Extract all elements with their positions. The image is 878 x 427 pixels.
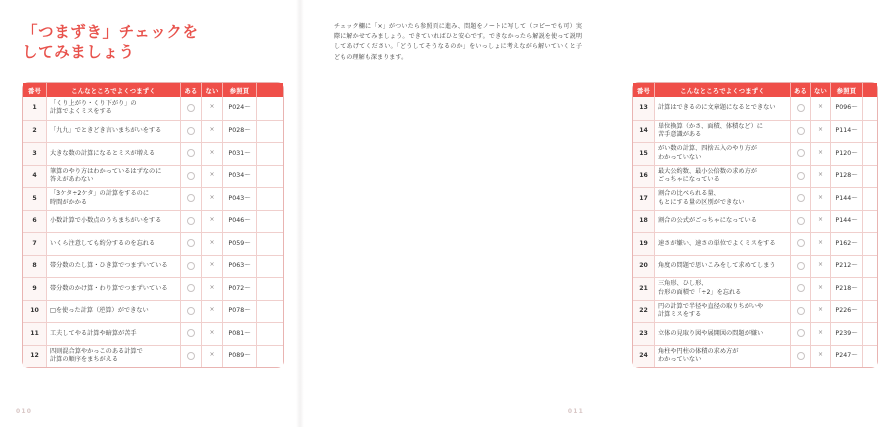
row-description (47, 255, 181, 278)
page-title (22, 22, 282, 62)
row-description-line-1: 円の計算で半径や直径の取りちがいや (658, 302, 764, 310)
checkbox-no[interactable] (811, 300, 831, 323)
row-description-line-2: わかっていない (658, 356, 702, 364)
circle-icon[interactable] (797, 307, 805, 315)
header-no: 番号 (23, 83, 47, 97)
page-reference: P247〜 (831, 345, 863, 368)
checkbox-yes[interactable] (181, 277, 202, 300)
page-reference: P144〜 (831, 187, 863, 210)
page-reference: P162〜 (831, 232, 863, 255)
row-description-line-1: 帯分数のたし算・ひき算でつまずいている (50, 262, 168, 270)
page-reference: P144〜 (831, 210, 863, 233)
checkbox-no[interactable] (202, 345, 223, 368)
checkbox-yes[interactable] (791, 232, 811, 255)
checkbox-yes[interactable] (181, 120, 202, 143)
row-number: 6 (23, 210, 47, 233)
folio-left: 010 (16, 408, 33, 415)
row-description-line-1: 「九九」でときどき言いまちがいをする (50, 127, 162, 135)
row-description-line-1: 「くり上がり・くり下がり」の (50, 99, 137, 107)
page-reference: P239〜 (831, 322, 863, 345)
checkbox-yes[interactable] (181, 165, 202, 188)
memo-cell[interactable] (863, 255, 877, 278)
row-description-line-1: 「3ケタ÷2ケタ」の計算をするのに (50, 190, 150, 198)
row-number: 8 (23, 255, 47, 278)
row-description-line-2: わかっていない (658, 153, 702, 161)
page-reference: P034〜 (223, 165, 257, 188)
row-description (47, 142, 181, 165)
page-reference: P043〜 (223, 187, 257, 210)
row-description-line-1: 工夫してやる計算や暗算が苦手 (50, 329, 137, 337)
checkbox-yes[interactable] (791, 120, 811, 143)
row-description-line-2: 苦手意識がある (658, 131, 702, 139)
table-row (23, 142, 283, 165)
row-description (47, 345, 181, 368)
page-reference: P024〜 (223, 97, 257, 120)
cross-icon[interactable]: × (817, 328, 824, 336)
cross-icon[interactable]: × (209, 351, 215, 359)
circle-icon[interactable] (187, 262, 195, 270)
page-reference: P059〜 (223, 232, 257, 255)
memo-cell[interactable] (863, 345, 877, 368)
page-reference: P212〜 (831, 255, 863, 278)
cross-icon[interactable]: × (209, 283, 215, 291)
row-number: 9 (23, 277, 47, 300)
page-reference: P096〜 (831, 97, 863, 120)
checkbox-yes[interactable] (791, 345, 811, 368)
table-row (23, 97, 283, 120)
circle-icon[interactable] (187, 194, 195, 202)
checklist-table-right-wrapper (632, 82, 878, 368)
row-description-line-1: □を使った計算（逆算）ができない (50, 307, 149, 315)
memo-cell[interactable] (257, 120, 283, 143)
header-memo (257, 83, 283, 97)
row-description-line-1: 四則混合算やかっこのある計算で (50, 347, 143, 355)
checkbox-yes[interactable] (181, 187, 202, 210)
row-description (655, 322, 791, 345)
row-description (47, 232, 181, 255)
cross-icon[interactable]: × (209, 171, 215, 179)
checkbox-no[interactable] (811, 255, 831, 278)
checkbox-yes[interactable] (181, 345, 202, 368)
row-number: 19 (633, 232, 655, 255)
page-reference: P063〜 (223, 255, 257, 278)
checkbox-no[interactable] (202, 322, 223, 345)
cross-icon[interactable]: × (209, 328, 215, 336)
header-yes: ある (791, 83, 811, 97)
row-description-line-1: 大きな数の計算になるとミスが増える (50, 149, 156, 157)
checkbox-yes[interactable] (181, 142, 202, 165)
table-row (633, 165, 877, 188)
row-number: 4 (23, 165, 47, 188)
header-page-ref: 参照頁 (223, 83, 257, 97)
header-yes: ある (181, 83, 202, 97)
row-description-line-1: 小数計算で小数点のうちまちがいをする (50, 217, 162, 225)
checkbox-no[interactable] (811, 187, 831, 210)
circle-icon[interactable] (797, 239, 805, 247)
row-description-line-1: 筆算のやり方はわかっているはずなのに (50, 167, 162, 175)
folio-right: 011 (567, 408, 584, 415)
row-description (655, 300, 791, 323)
circle-icon[interactable] (187, 329, 195, 337)
table-row (23, 322, 283, 345)
cross-icon[interactable]: × (817, 261, 824, 269)
row-description-line-2: 計算でよくミスをする (50, 108, 112, 116)
cross-icon[interactable]: × (817, 216, 824, 224)
header-description: こんなところでよくつまずく (47, 83, 181, 97)
row-description (47, 187, 181, 210)
table-row (633, 142, 877, 165)
checkbox-no[interactable] (202, 97, 223, 120)
checkbox-yes[interactable] (181, 210, 202, 233)
row-description-line-1: 割合の比べられる量、 (658, 190, 720, 198)
row-description (655, 345, 791, 368)
memo-cell[interactable] (863, 277, 877, 300)
checkbox-no[interactable] (202, 165, 223, 188)
row-description (655, 142, 791, 165)
header-description: こんなところでよくつまずく (655, 83, 791, 97)
row-number: 17 (633, 187, 655, 210)
circle-icon[interactable] (187, 127, 195, 135)
checkbox-yes[interactable] (791, 322, 811, 345)
row-description (47, 277, 181, 300)
row-description (47, 165, 181, 188)
checkbox-no[interactable] (811, 120, 831, 143)
row-description-line-1: 三角形、ひし形、 (658, 280, 708, 288)
row-description (655, 120, 791, 143)
circle-icon[interactable] (797, 352, 805, 360)
cross-icon[interactable]: × (817, 193, 824, 201)
cross-icon[interactable]: × (817, 306, 824, 314)
page-reference: P218〜 (831, 277, 863, 300)
table-row (23, 300, 283, 323)
checklist-rows-right (633, 97, 877, 367)
row-number: 10 (23, 300, 47, 323)
checkbox-yes[interactable] (181, 97, 202, 120)
checkbox-yes[interactable] (791, 255, 811, 278)
page-reference: P114〜 (831, 120, 863, 143)
table-row (633, 97, 877, 120)
row-number: 1 (23, 97, 47, 120)
cross-icon[interactable]: × (817, 283, 824, 291)
row-description-line-1: 単位換算（かさ、面積、体積など）に (658, 122, 763, 130)
memo-cell[interactable] (863, 187, 877, 210)
row-number: 15 (633, 142, 655, 165)
checkbox-yes[interactable] (791, 165, 811, 188)
circle-icon[interactable] (187, 352, 195, 360)
checkbox-no[interactable] (202, 300, 223, 323)
row-description (655, 187, 791, 210)
checkbox-yes[interactable] (181, 322, 202, 345)
row-number: 21 (633, 277, 655, 300)
page-title-line-2: してみましょう (22, 43, 135, 61)
cross-icon[interactable]: × (209, 148, 215, 156)
checklist-table-left (22, 82, 284, 368)
table-row (633, 277, 877, 300)
memo-cell[interactable] (257, 300, 283, 323)
table-row (23, 120, 283, 143)
row-description (655, 97, 791, 120)
table-header-row (23, 83, 283, 97)
page-reference: P072〜 (223, 277, 257, 300)
checkbox-yes[interactable] (181, 300, 202, 323)
cross-icon[interactable]: × (209, 238, 215, 246)
row-description-line-2: 計算ミスをする (658, 311, 702, 319)
row-description-line-2: 台形の面積で「÷2」を忘れる (658, 288, 742, 296)
cross-icon[interactable]: × (817, 126, 824, 134)
cross-icon[interactable]: × (817, 351, 824, 359)
row-description-line-1: がい数の計算、四捨五入のやり方が (658, 145, 757, 153)
header-memo (863, 83, 877, 97)
circle-icon[interactable] (187, 104, 195, 112)
cross-icon[interactable]: × (209, 261, 215, 269)
circle-icon[interactable] (187, 172, 195, 180)
checkbox-yes[interactable] (791, 300, 811, 323)
table-row (633, 300, 877, 323)
checkbox-yes[interactable] (791, 187, 811, 210)
row-description-line-1: 計算はできるのに文章題になるとできない (658, 104, 776, 112)
cross-icon[interactable]: × (817, 103, 824, 111)
cross-icon[interactable]: × (817, 238, 824, 246)
table-row (633, 255, 877, 278)
memo-cell[interactable] (863, 210, 877, 233)
cross-icon[interactable]: × (209, 306, 215, 314)
checkbox-no[interactable] (811, 165, 831, 188)
row-number: 14 (633, 120, 655, 143)
circle-icon[interactable] (797, 172, 805, 180)
row-description (655, 232, 791, 255)
row-description-line-2: 計算の順序をまちがえる (50, 356, 119, 364)
row-number: 16 (633, 165, 655, 188)
row-description-line-2: 時間がかかる (50, 198, 88, 206)
row-description (47, 300, 181, 323)
checkbox-no[interactable] (811, 97, 831, 120)
row-number: 11 (23, 322, 47, 345)
table-row (633, 345, 877, 368)
circle-icon[interactable] (797, 262, 805, 270)
page-reference: P120〜 (831, 142, 863, 165)
row-description-line-2: ごっちゃになっている (658, 176, 720, 184)
table-row (633, 120, 877, 143)
circle-icon[interactable] (797, 104, 805, 112)
table-row (633, 210, 877, 233)
row-number: 5 (23, 187, 47, 210)
table-row (633, 232, 877, 255)
row-number: 22 (633, 300, 655, 323)
table-row (633, 187, 877, 210)
table-row (23, 232, 283, 255)
circle-icon[interactable] (797, 127, 805, 135)
page-reference: P226〜 (831, 300, 863, 323)
page-reference: P128〜 (831, 165, 863, 188)
circle-icon[interactable] (187, 239, 195, 247)
table-row (23, 345, 283, 368)
intro-text: チェック欄に「×」がついたら参照頁に進み、問題をノートに写して（コピーでも可）実際に解かせてみましょう。できていればひと安心です。できなかったら解説を使って説明してあげてください。「どうしてそうなるのか」をいっしょに考えながら解いていくと子どもの理解も深まります。 (334, 23, 582, 61)
checkbox-no[interactable] (202, 187, 223, 210)
page-reference: P078〜 (223, 300, 257, 323)
page-reference: P081〜 (223, 322, 257, 345)
circle-icon[interactable] (187, 217, 195, 225)
row-description-line-1: 割合の公式がごっちゃになっている (658, 217, 757, 225)
checkbox-no[interactable] (202, 120, 223, 143)
intro-paragraph (334, 22, 582, 63)
circle-icon[interactable] (797, 194, 805, 202)
row-number: 23 (633, 322, 655, 345)
row-description-line-1: 帯分数のかけ算・わり算でつまずいている (50, 284, 168, 292)
header-no-answer: ない (202, 83, 223, 97)
memo-cell[interactable] (257, 97, 283, 120)
checkbox-no[interactable] (811, 210, 831, 233)
checkbox-yes[interactable] (791, 97, 811, 120)
row-description-line-1: 速さが嫌い、速さの単位でよくミスをする (658, 239, 776, 247)
table-row (23, 165, 283, 188)
circle-icon[interactable] (797, 284, 805, 292)
checklist-rows-left (23, 97, 283, 367)
checkbox-no[interactable] (811, 232, 831, 255)
right-page (300, 0, 858, 427)
row-description-line-2: 答えがあわない (50, 176, 94, 184)
circle-icon[interactable] (187, 149, 195, 157)
page-reference: P089〜 (223, 345, 257, 368)
memo-cell[interactable] (257, 277, 283, 300)
table-header-row (633, 83, 877, 97)
row-description-line-1: 最大公約数、最小公倍数の求め方が (658, 167, 757, 175)
row-description (655, 255, 791, 278)
row-number: 12 (23, 345, 47, 368)
memo-cell[interactable] (257, 142, 283, 165)
row-description (655, 165, 791, 188)
page-reference: P031〜 (223, 142, 257, 165)
cross-icon[interactable]: × (817, 148, 824, 156)
memo-cell[interactable] (257, 187, 283, 210)
row-number: 7 (23, 232, 47, 255)
row-description (655, 277, 791, 300)
checkbox-no[interactable] (202, 232, 223, 255)
memo-cell[interactable] (863, 142, 877, 165)
left-page (0, 0, 300, 427)
row-number: 18 (633, 210, 655, 233)
row-description (47, 322, 181, 345)
circle-icon[interactable] (187, 284, 195, 292)
row-description-line-2: もとにする量の区別ができない (658, 198, 745, 206)
page-title-line-1: 「つまずき」チェックを (22, 23, 199, 41)
row-description (47, 97, 181, 120)
checkbox-yes[interactable] (181, 255, 202, 278)
checkbox-no[interactable] (811, 277, 831, 300)
table-row (23, 255, 283, 278)
row-number: 13 (633, 97, 655, 120)
cross-icon[interactable]: × (209, 216, 215, 224)
table-row (23, 210, 283, 233)
checkbox-no[interactable] (202, 255, 223, 278)
row-description-line-1: 角柱や円柱の体積の求め方が (658, 347, 739, 355)
checklist-table-right (632, 82, 878, 368)
checkbox-no[interactable] (811, 142, 831, 165)
table-row (23, 277, 283, 300)
memo-cell[interactable] (863, 97, 877, 120)
cross-icon[interactable]: × (209, 126, 215, 134)
row-description (47, 120, 181, 143)
checkbox-no[interactable] (811, 322, 831, 345)
memo-cell[interactable] (257, 165, 283, 188)
checkbox-no[interactable] (202, 210, 223, 233)
memo-cell[interactable] (257, 345, 283, 368)
checklist-table-left-wrapper (22, 82, 284, 368)
row-number: 24 (633, 345, 655, 368)
memo-cell[interactable] (863, 165, 877, 188)
header-no-answer: ない (811, 83, 831, 97)
checkbox-no[interactable] (202, 277, 223, 300)
row-description-line-1: 角度の問題で思いこみをして求めてしまう (658, 262, 776, 270)
circle-icon[interactable] (797, 217, 805, 225)
table-row (633, 322, 877, 345)
memo-cell[interactable] (863, 232, 877, 255)
row-description (47, 210, 181, 233)
checkbox-no[interactable] (202, 142, 223, 165)
circle-icon[interactable] (797, 329, 805, 337)
header-page-ref: 参照頁 (831, 83, 863, 97)
row-description-line-1: 立体の見取り図や展開図の問題が嫌い (658, 329, 764, 337)
row-number: 20 (633, 255, 655, 278)
header-no: 番号 (633, 83, 655, 97)
row-description-line-1: いくら注意しても約分するのを忘れる (50, 239, 156, 247)
checkbox-yes[interactable] (791, 277, 811, 300)
circle-icon[interactable] (797, 149, 805, 157)
cross-icon[interactable]: × (209, 103, 215, 111)
memo-cell[interactable] (257, 232, 283, 255)
page-reference: P046〜 (223, 210, 257, 233)
cross-icon[interactable]: × (209, 193, 215, 201)
memo-cell[interactable] (863, 300, 877, 323)
memo-cell[interactable] (863, 322, 877, 345)
memo-cell[interactable] (257, 255, 283, 278)
checkbox-yes[interactable] (791, 210, 811, 233)
row-number: 3 (23, 142, 47, 165)
memo-cell[interactable] (257, 322, 283, 345)
page-reference: P028〜 (223, 120, 257, 143)
row-number: 2 (23, 120, 47, 143)
checkbox-yes[interactable] (791, 142, 811, 165)
circle-icon[interactable] (187, 307, 195, 315)
table-row (23, 187, 283, 210)
memo-cell[interactable] (863, 120, 877, 143)
cross-icon[interactable]: × (817, 171, 824, 179)
checkbox-no[interactable] (811, 345, 831, 368)
memo-cell[interactable] (257, 210, 283, 233)
row-description (655, 210, 791, 233)
checkbox-yes[interactable] (181, 232, 202, 255)
